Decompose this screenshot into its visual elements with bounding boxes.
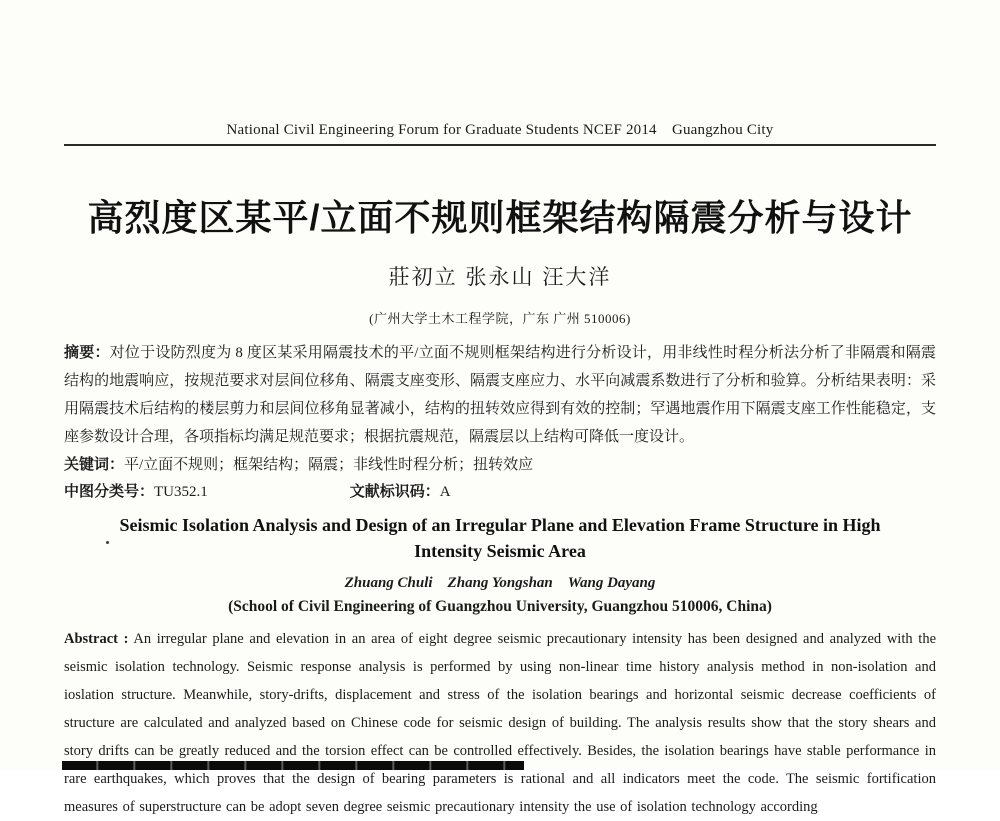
scan-artifact-bar: [62, 761, 524, 770]
abstract-en: [64, 625, 936, 821]
scan-speck-artifact: [106, 541, 109, 544]
classification-line: [64, 480, 936, 504]
affiliation-en: (School of Civil Engineering of Guangzhou University, Guangzhou 510006, China): [228, 598, 772, 615]
authors-en: Zhuang Chuli Zhang Yongshan Wang Dayang: [344, 575, 656, 591]
clc-value: TU352.1: [154, 484, 208, 500]
abstract-en-text: An irregular plane and elevation in an area of eight degree seismic precautionary intensity has been designed and analyzed with the seismic isolation technology. Seismic response analysis is performed by using non-linear time history analysis method in non-isolation and ioslation structure. Meanwhile, story-drifts, displacement and stress of the isolation bearings and horizontal seismic decrease coefficients of structure are calculated and analyzed based on Chinese code for seismic design of building. The analysis results show that the story shears and story drifts can be greatly reduced and the torsion effect can be controlled effectively. Besides, the isolation bearings have stable performance in rare earthquakes, which proves that the design of bearing parameters is rational and all indicators meet the code. The seismic fortification measures of superstructure can be adopt seven degree seismic precautionary intensity the use of isolation technology according: [64, 631, 936, 815]
conference-header: [64, 0, 936, 146]
paper-title-zh: 高烈度区某平/立面不规则框架结构隔震分析与设计: [87, 197, 913, 238]
authors-zh: 莊初立 张永山 汪大洋: [388, 266, 612, 289]
doc-code-value: A: [439, 484, 451, 500]
affiliation-zh: (广州大学土木工程学院，广东 广州 510006): [369, 311, 631, 326]
paper-title-en: Seismic Isolation Analysis and Design of an Irregular Plane and Elevation Frame Structure in High Intensity Seismic Area: [119, 515, 881, 561]
keywords-line: [64, 452, 936, 478]
clc-label: 中图分类号：: [64, 483, 155, 500]
doc-code-label: 文献标识码：: [349, 483, 440, 500]
abstract-zh-label: 摘要：: [64, 344, 110, 361]
conference-header-text: National Civil Engineering Forum for Graduate Students NCEF 2014 Guangzhou City: [64, 118, 936, 146]
abstract-zh: [64, 339, 936, 451]
keywords-label: 关键词：: [64, 456, 125, 473]
abstract-en-label: Abstract :: [64, 631, 129, 647]
keywords-text: 平/立面不规则；框架结构；隔震；非线性时程分析；扭转效应: [124, 457, 534, 473]
abstract-zh-text: 对位于设防烈度为 8 度区某采用隔震技术的平/立面不规则框架结构进行分析设计，用非线性时程分析法分析了非隔震和隔震结构的地震响应，按规范要求对层间位移角、隔震支座变形、隔震支座应力、水平向减震系数进行了分析和验算。分析结果表明：采用隔震技术后结构的楼层剪力和层间位移角显著减小，结构的扭转效应得到有效的控制；罕遇地震作用下隔震支座工作性能稳定，支座参数设计合理，各项指标均满足规范要求；根据抗震规范，隔震层以上结构可降低一度设计。: [64, 345, 936, 445]
